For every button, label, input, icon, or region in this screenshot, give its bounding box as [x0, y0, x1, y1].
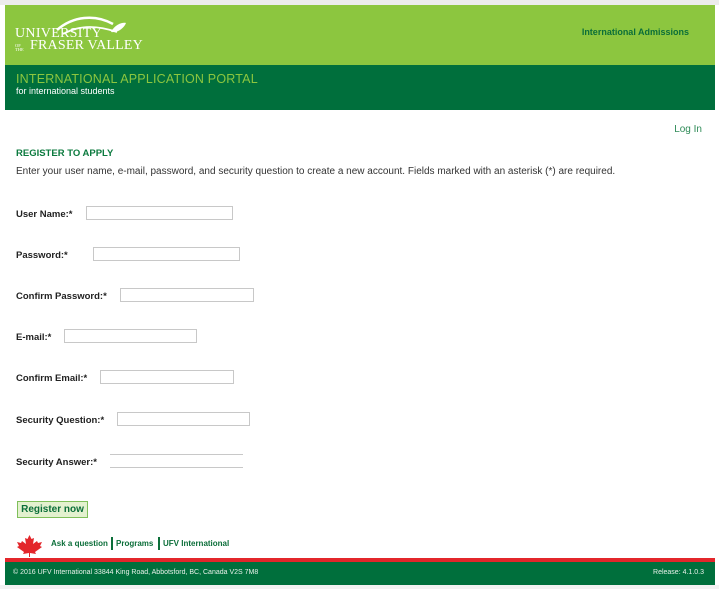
confirm-password-label: Confirm Password:*: [16, 291, 107, 302]
security-answer-input[interactable]: [110, 454, 243, 468]
username-input[interactable]: [86, 206, 233, 220]
email-label: E-mail:*: [16, 332, 52, 343]
international-admissions-link[interactable]: International Admissions: [581, 27, 689, 37]
portal-banner: [5, 65, 715, 110]
copyright-text: © 2016 UFV International 33844 King Road, Abbotsford, BC, Canada V2S 7M8: [13, 569, 259, 576]
footer-link-divider: [158, 537, 160, 550]
logo-text-fraser-valley: FRASER VALLEY: [30, 38, 143, 53]
confirm-email-label: Confirm Email:*: [16, 373, 88, 384]
login-link[interactable]: Log In: [674, 124, 702, 135]
footer-link-divider: [111, 537, 113, 550]
programs-link[interactable]: Programs: [116, 539, 154, 548]
security-question-input[interactable]: [117, 412, 250, 426]
portal-subtitle: for international students: [16, 86, 115, 96]
confirm-password-input[interactable]: [120, 288, 254, 302]
password-input[interactable]: [93, 247, 240, 261]
password-label: Password:*: [16, 250, 68, 261]
footer-bar: [5, 562, 715, 585]
page-title: REGISTER TO APPLY: [16, 148, 114, 159]
ask-a-question-link[interactable]: Ask a question: [51, 539, 108, 548]
header-banner: [5, 5, 715, 65]
email-input[interactable]: [64, 329, 197, 343]
username-label: User Name:*: [16, 209, 73, 220]
register-now-button[interactable]: Register now: [17, 501, 88, 518]
logo-text-university: UNIVERSITY: [15, 26, 102, 41]
maple-leaf-icon: [16, 535, 43, 557]
portal-title: INTERNATIONAL APPLICATION PORTAL: [16, 72, 258, 86]
browser-bottom-strip: [0, 585, 719, 589]
security-answer-label: Security Answer:*: [16, 457, 97, 468]
page-container: [5, 5, 715, 585]
logo-text-of-the: OF THE: [15, 43, 24, 52]
confirm-email-input[interactable]: [100, 370, 234, 384]
footer-links: [16, 535, 316, 555]
release-version: Release: 4.1.0.3: [653, 569, 704, 576]
ufv-logo[interactable]: [15, 14, 143, 54]
page-description: Enter your user name, e-mail, password, and security question to create a new account. Fields marked with an asterisk (*) are required.: [16, 166, 616, 177]
security-question-label: Security Question:*: [16, 415, 105, 426]
ufv-international-link[interactable]: UFV International: [163, 539, 230, 548]
